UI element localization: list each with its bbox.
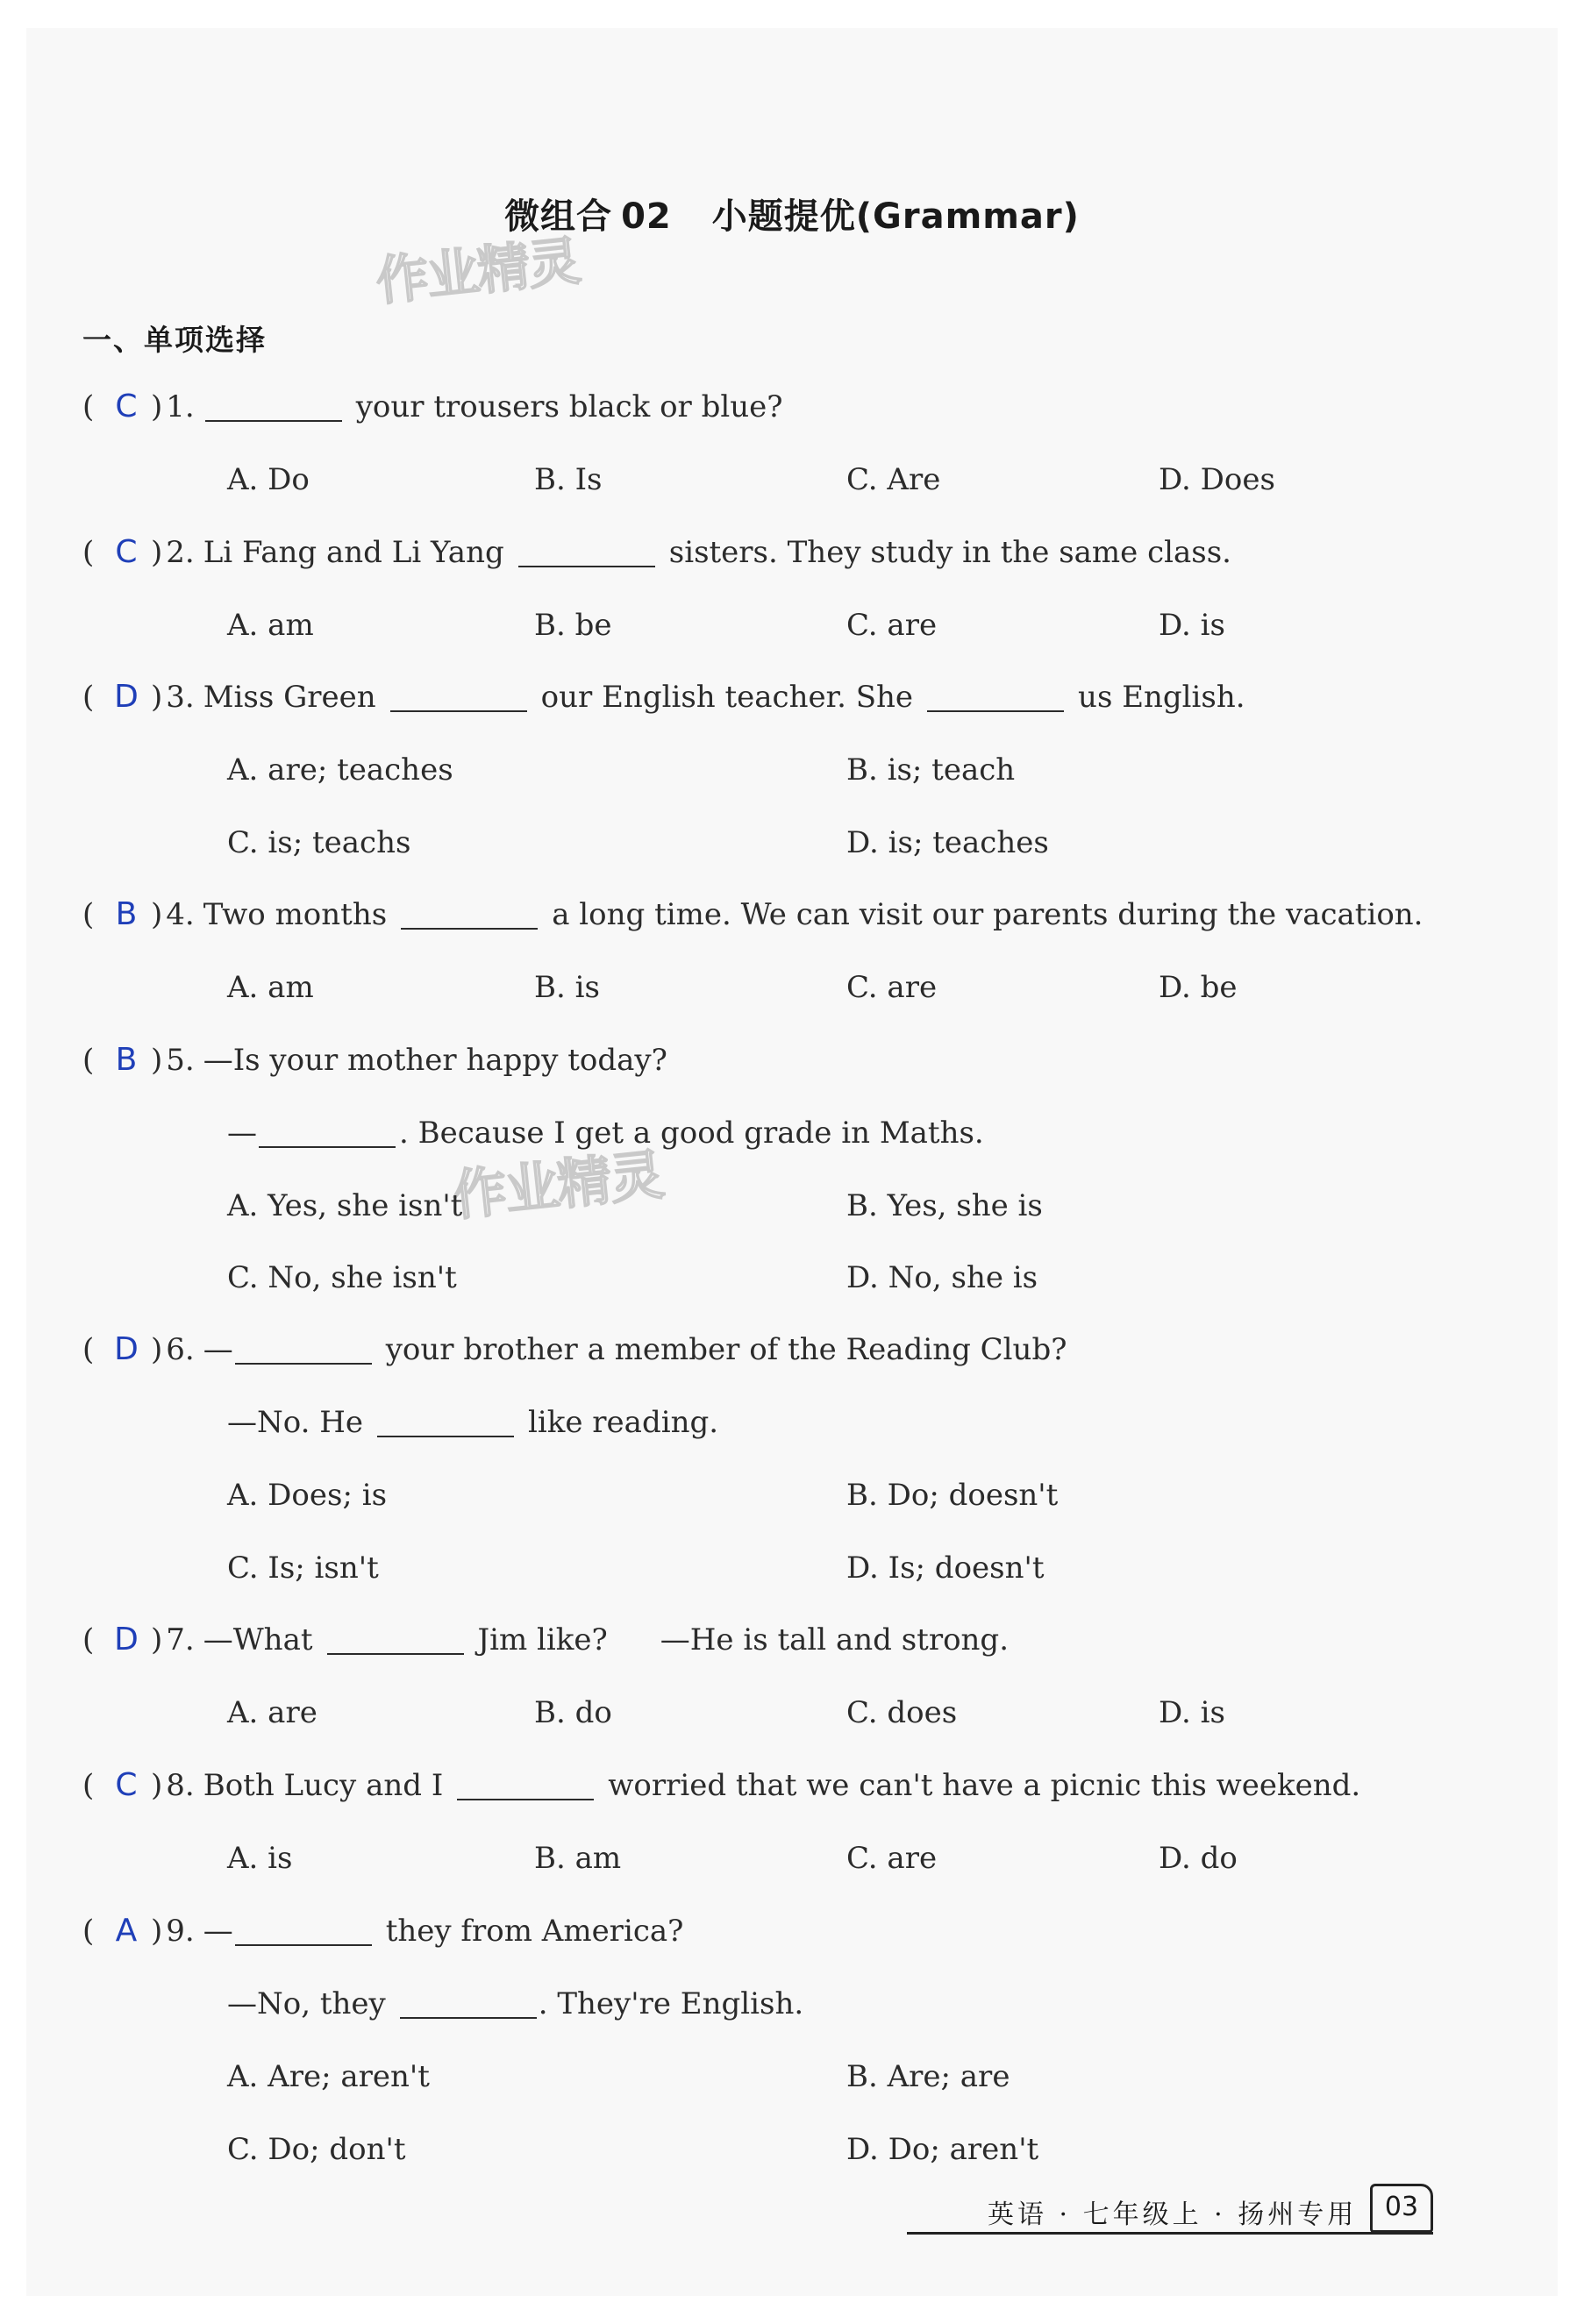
question-2: ( C ) 2. Li Fang and Li Yang sisters. They study in the same class. — [82, 534, 1231, 570]
question-number: 9. — [166, 1914, 195, 1949]
option-a: A. Are; aren't — [227, 2059, 430, 2094]
answer-blank — [259, 1118, 396, 1148]
question-number: 3. — [166, 680, 195, 715]
question-text: your brother a member of the Reading Club? — [385, 1332, 1067, 1367]
question-text: —No, they — [227, 1986, 386, 2021]
answer-mark: C — [115, 1767, 138, 1803]
answer-blank — [927, 682, 1064, 712]
question-text: —He is tall and strong. — [660, 1622, 1010, 1657]
option-b: B. Are; are — [846, 2059, 1010, 2094]
option-b: B. am — [534, 1841, 622, 1876]
answer-mark: B — [115, 896, 138, 932]
question-text: worried that we can't have a picnic this weekend. — [608, 1768, 1361, 1803]
answer-blank — [377, 1408, 514, 1437]
question-text: — — [203, 1914, 233, 1949]
page-number: 03 — [1370, 2184, 1433, 2233]
answer-blank — [457, 1771, 594, 1800]
answer-mark: D — [114, 1622, 139, 1657]
question-text: — — [227, 1116, 257, 1151]
option-a: A. are; teaches — [227, 752, 453, 788]
question-text: they from America? — [385, 1914, 684, 1949]
option-b: B. is; teach — [846, 752, 1016, 788]
question-text: Both Lucy and I — [203, 1768, 444, 1803]
option-d: D. No, she is — [846, 1260, 1038, 1295]
answer-blank — [327, 1625, 464, 1655]
question-text: —Is your mother happy today? — [203, 1043, 667, 1078]
title-number: 02 — [621, 196, 672, 237]
question-number: 5. — [166, 1043, 195, 1078]
answer-mark: B — [115, 1042, 138, 1078]
answer-blank — [235, 1916, 372, 1946]
option-d: D. Does — [1159, 462, 1275, 497]
question-number: 6. — [166, 1332, 195, 1367]
question-5-line-2 — [227, 1114, 984, 1152]
title-sub: 小题提优(Grammar) — [711, 196, 1080, 237]
option-d: D. Do; aren't — [846, 2132, 1039, 2167]
option-c: C. Are — [846, 462, 941, 497]
option-c: C. Do; don't — [227, 2132, 406, 2167]
option-d: D. do — [1159, 1841, 1238, 1876]
question-text: your trousers black or blue? — [355, 389, 783, 424]
option-b: B. do — [534, 1695, 612, 1730]
answer-mark: C — [115, 389, 138, 424]
question-1: ( C ) 1. your trousers black or blue? — [82, 389, 783, 424]
question-text: —No. He — [227, 1405, 364, 1440]
option-b: B. is — [534, 970, 600, 1005]
question-text: Li Fang and Li Yang — [203, 535, 504, 570]
watermark-logo: 作业精灵 — [449, 1142, 666, 1229]
option-d: D. is — [1159, 608, 1225, 643]
option-c: C. are — [846, 970, 938, 1005]
option-a: A. are — [227, 1695, 318, 1730]
answer-mark: C — [115, 534, 138, 570]
question-text: . Because I get a good grade in Maths. — [399, 1116, 984, 1151]
option-a: A. Does; is — [227, 1478, 388, 1513]
question-9: ( A ) 9. — they from America? — [82, 1913, 684, 1949]
question-number: 8. — [166, 1768, 195, 1803]
option-b: B. Do; doesn't — [846, 1478, 1059, 1513]
option-c: C. are — [846, 1841, 938, 1876]
option-c: C. does — [846, 1695, 958, 1730]
question-8: ( C ) 8. Both Lucy and I worried that we can't have a picnic this weekend. — [82, 1767, 1361, 1803]
option-c: C. is; teachs — [227, 825, 411, 860]
answer-blank — [235, 1335, 372, 1365]
answer-blank — [518, 538, 655, 567]
option-c: C. are — [846, 608, 938, 643]
option-a: A. am — [227, 970, 314, 1005]
option-c: C. No, she isn't — [227, 1260, 457, 1295]
title-main: 微组合 — [504, 196, 613, 237]
option-d: D. be — [1159, 970, 1238, 1005]
page-sheet — [26, 28, 1558, 2296]
option-a: A. Do — [227, 462, 310, 497]
question-5: ( B ) 5. —Is your mother happy today? — [82, 1042, 667, 1078]
footer-book-info: 英语 · 七年级上 · 扬州专用 — [988, 2199, 1358, 2230]
answer-blank — [400, 1989, 537, 2019]
question-3: ( D ) 3. Miss Green our English teacher. She us English. — [82, 679, 1245, 715]
question-6-line-2 — [227, 1403, 718, 1442]
question-6: ( D ) 6. — your brother a member of the Reading Club? — [82, 1331, 1067, 1367]
answer-mark: D — [114, 1331, 139, 1367]
answer-blank — [390, 682, 527, 712]
answer-mark: D — [114, 679, 139, 715]
question-text: Miss Green — [203, 680, 376, 715]
question-number: 1. — [166, 389, 195, 424]
option-b: B. Is — [534, 462, 603, 497]
option-c: C. Is; isn't — [227, 1551, 379, 1586]
question-7: ( D ) 7. —What Jim like? —He is tall and strong. — [82, 1622, 1010, 1657]
question-text: Jim like? — [477, 1622, 608, 1657]
question-text: . They're English. — [538, 1986, 804, 2021]
question-4: ( B ) 4. Two months a long time. We can visit our parents during the vacation. — [82, 896, 1423, 932]
option-d: D. Is; doesn't — [846, 1551, 1045, 1586]
question-text: us English. — [1078, 680, 1245, 715]
option-a: A. Yes, she isn't — [227, 1188, 463, 1223]
footer-rule — [907, 2232, 1433, 2235]
section-title: 一、单项选择 — [82, 323, 267, 357]
question-text: —What — [203, 1622, 313, 1657]
question-text: Two months — [203, 897, 388, 932]
page-title — [0, 189, 1584, 239]
option-d: D. is; teaches — [846, 825, 1049, 860]
question-text: our English teacher. She — [540, 680, 914, 715]
question-9-line-2 — [227, 1985, 803, 2023]
question-number: 7. — [166, 1622, 195, 1657]
question-text: sisters. They study in the same class. — [668, 535, 1231, 570]
option-b: B. be — [534, 608, 612, 643]
question-text: — — [203, 1332, 233, 1367]
answer-mark: A — [115, 1913, 138, 1949]
question-number: 4. — [166, 897, 195, 932]
answer-blank — [205, 392, 342, 422]
answer-blank — [401, 900, 538, 930]
option-d: D. is — [1159, 1695, 1225, 1730]
option-a: A. is — [227, 1841, 293, 1876]
question-text: like reading. — [528, 1405, 719, 1440]
question-number: 2. — [166, 535, 195, 570]
watermark-logo: 作业精灵 — [373, 231, 582, 313]
question-text: a long time. We can visit our parents during the vacation. — [552, 897, 1423, 932]
option-a: A. am — [227, 608, 314, 643]
option-b: B. Yes, she is — [846, 1188, 1043, 1223]
